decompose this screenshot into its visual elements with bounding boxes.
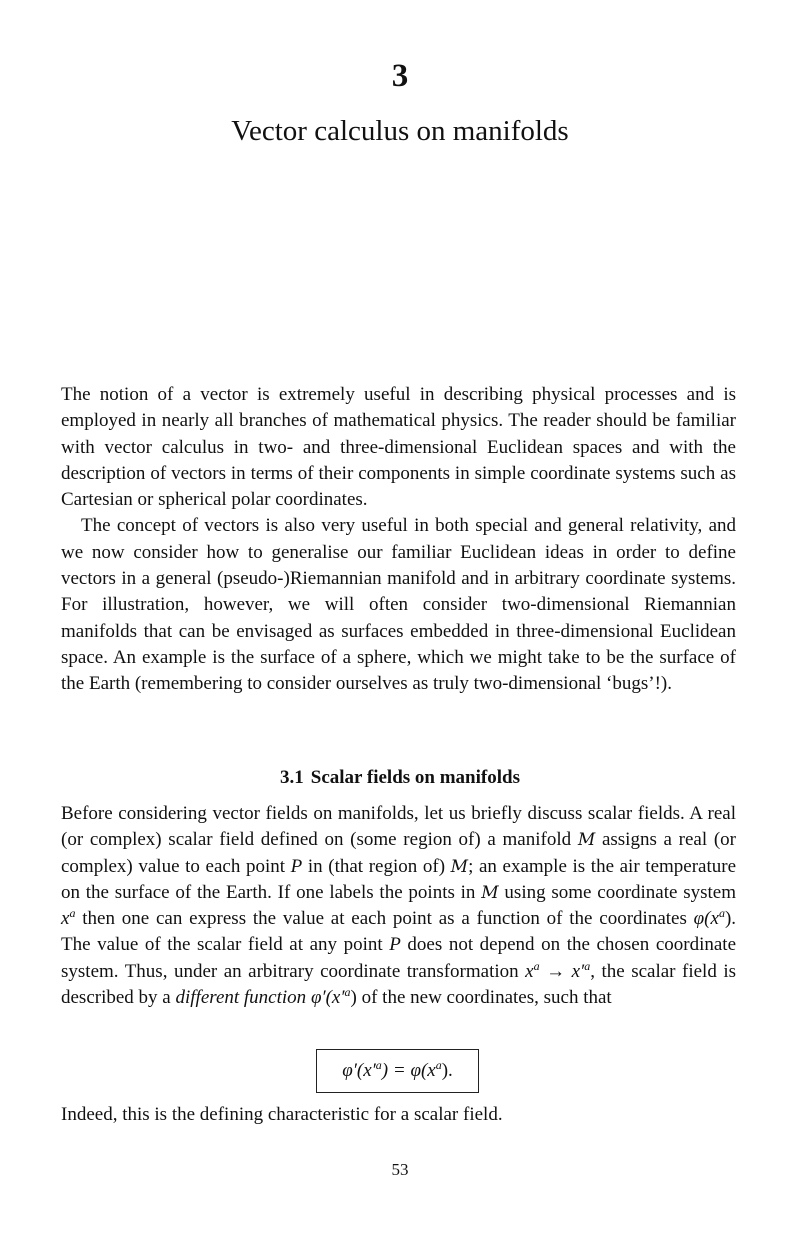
point-symbol: P xyxy=(389,934,401,956)
section-heading xyxy=(0,765,800,791)
page-number: 53 xyxy=(391,1160,409,1179)
coordinate-symbol: x xyxy=(525,960,534,982)
section-text xyxy=(61,801,736,1011)
intro-paragraph-1: The notion of a vector is extremely useful in describing physical processes and is employed in nearly all branches of mathematical physics. The reader should be familiar with vector calculus in two- and three-dimensional Euclidean spaces and with the description of vectors in terms of their components in simple coordinate systems such as Cartesian or spherical polar coordinates. xyxy=(61,384,736,511)
closing-sentence: Indeed, this is the defining characteristic for a scalar field. xyxy=(61,1104,503,1125)
manifold-symbol: M xyxy=(481,882,499,903)
section-title: Scalar fields on manifolds xyxy=(310,767,520,788)
intro-paragraph-2: The concept of vectors is also very useful in both special and general relativity, and we now consider how to generalise our familiar Euclidean ideas in order to define vectors in a general (pseudo-)Riemannian manifold and in arbitrary coordinate systems. For illustration, however, we will often consider two-dimensional Riemannian manifolds that can be envisaged as surfaces embedded in three-dimensional Euclidean space. An example is the surface of a sphere, which we might take to be the surface of the Earth (remembering to consider ourselves as truly two-dimensional ‘bugs’!). xyxy=(61,515,736,695)
emphasis-text: different function xyxy=(175,987,307,1009)
point-symbol: P xyxy=(290,855,303,877)
manifold-symbol: M xyxy=(577,830,596,851)
intro-text xyxy=(61,382,736,698)
transform-arrow: → x′ xyxy=(546,960,585,982)
chapter-number: 3 xyxy=(391,58,409,94)
phi-function: φ(x xyxy=(693,908,719,930)
coordinate-symbol: x xyxy=(61,908,70,930)
boxed-equation: $\varphi'(x'^a) = \varphi(x^a)$. xyxy=(316,1049,479,1093)
chapter-title: Vector calculus on manifolds xyxy=(231,115,569,147)
phi-prime-function: φ′(x′ xyxy=(310,987,345,1009)
section-paragraph: Before considering vector fields on manifolds, let us briefly discuss scalar fields. A real (or complex) scalar field defined on (some region of) a manifold M assigns a real (or complex) value to each point P in (that region of) M; an example is the air temperature on the surface of the Earth. If one labels the points in M using some coordinate system $x^a$ then one can express the value at each point as a function of the coordinates $\varphi(x^a)$. The value of the scalar field at any point P does not depend on the chosen coordinate system. Thus, under an arbitrary coordinate transformation $x^a \to x'^a$, the scalar field is described by a different function $\varphi'(x'^a)$ of the new coordinates, such that xyxy=(61,803,737,1009)
section-number: 3.1 xyxy=(280,767,304,788)
manifold-symbol: M xyxy=(450,856,469,877)
